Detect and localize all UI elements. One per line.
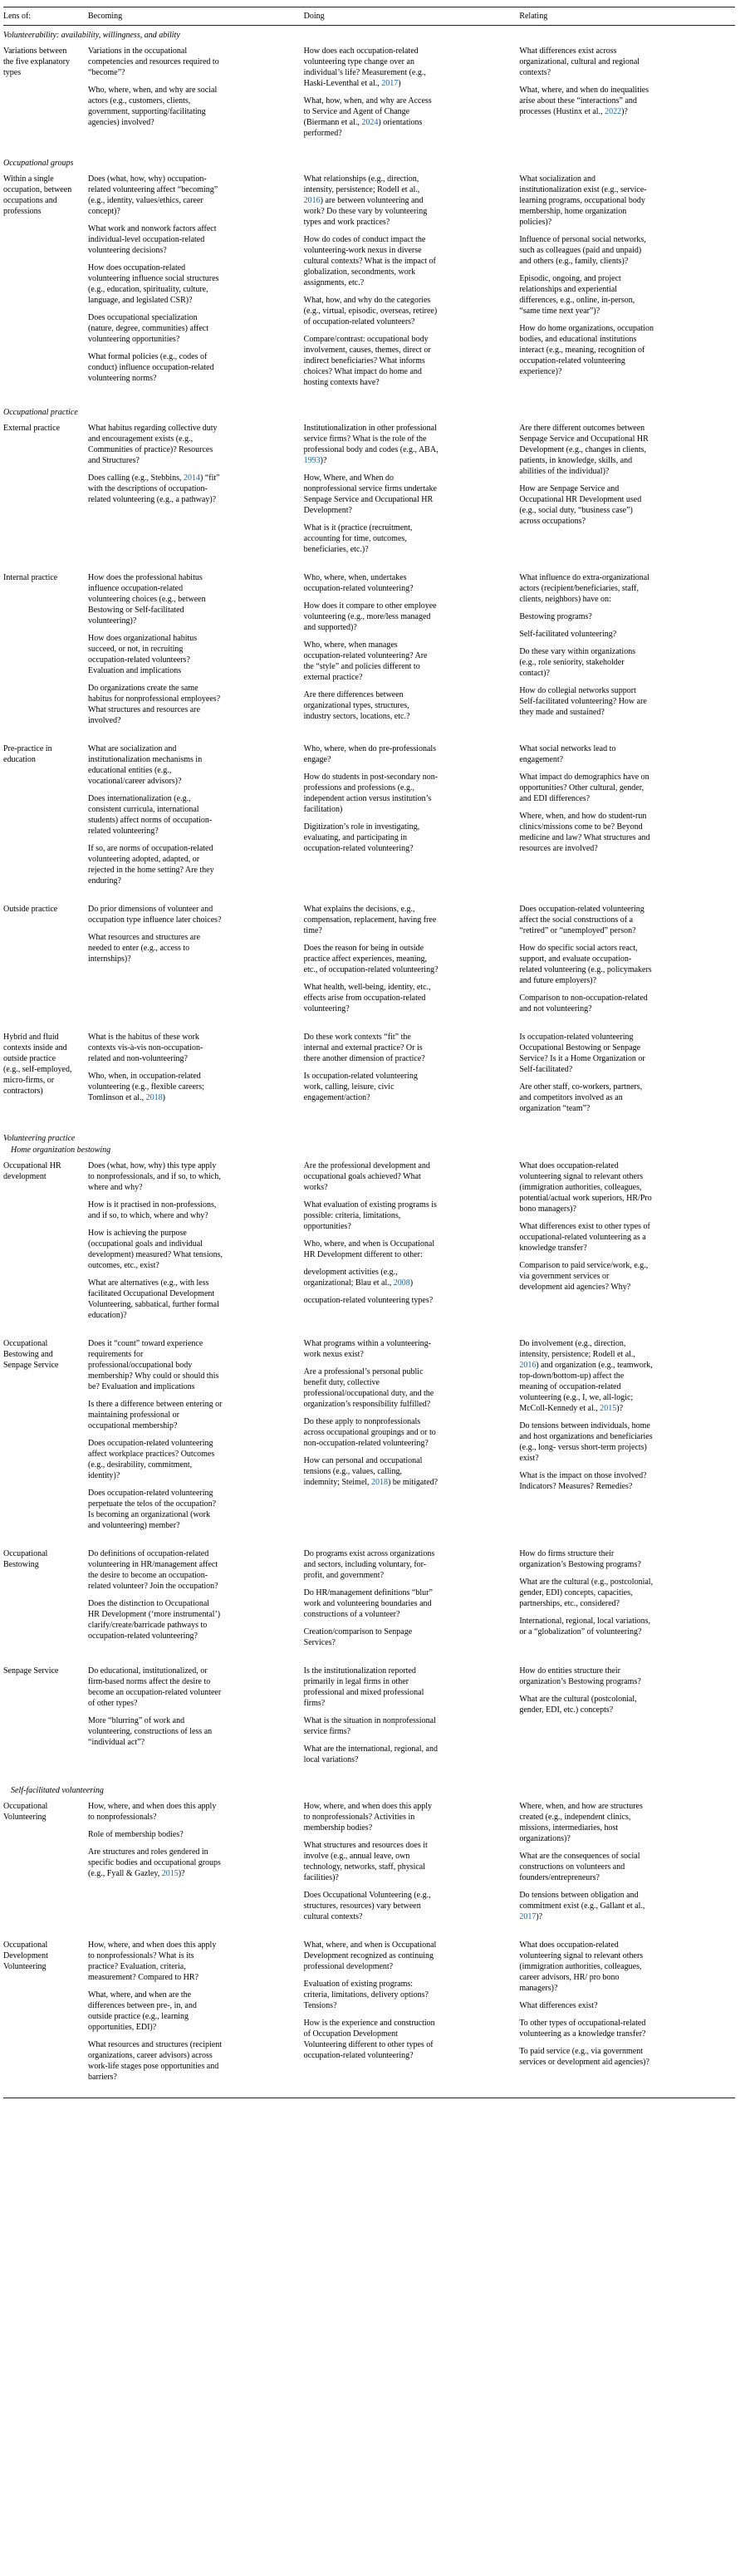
- question-paragraph: What structures and resources does it involve (e.g., annual leave, own technology, networks, staff, physical facilities)?: [303, 1841, 428, 1882]
- doing-cell: [304, 1158, 520, 1336]
- doing-cell: [304, 1546, 520, 1663]
- relating-cell: [519, 741, 735, 901]
- question-paragraph: How do home organizations, occupation bodies, and educational institutions interact (e.g., meaning, recognition of occupation-related volunteering experience)?: [519, 324, 654, 376]
- lens-label-cell: [3, 1336, 88, 1546]
- question-paragraph: What is the habitus of these work contexts vis-à-vis non-occupation-related and non-volunteering?: [88, 1033, 203, 1063]
- table-header-row: [3, 7, 735, 26]
- question-paragraph: Institutionalization in other professional service firms? What is the role of the professional body and codes (e.g., ABA, 1993)?: [303, 424, 439, 465]
- relating-cell: [519, 1546, 735, 1663]
- section-header-cell: [3, 1780, 735, 1798]
- question-paragraph: What does occupation-related volunteering signal to relevant others (immigration authorities, colleagues, potential/actual work superiors, HR/Pro bono managers)?: [519, 1161, 652, 1214]
- question-paragraph: Who, where, when do pre-professionals engage?: [303, 744, 437, 764]
- citation-link[interactable]: 2016: [519, 1361, 537, 1370]
- question-paragraph: Influence of personal social networks, such as colleagues (paid and unpaid) and others (e.g., family, clients)?: [519, 235, 646, 266]
- relating-cell: [519, 1798, 735, 1937]
- relating-cell: [519, 1029, 735, 1129]
- question-paragraph: Do organizations create the same habitus for nonprofessional employees? What structures and resources are involved?: [88, 684, 221, 725]
- question-paragraph: Compare/contrast: occupational body involvement, causes, themes, direct or indirect beneficiaries? What informs choices? What impact do home and hosting contexts have?: [303, 335, 431, 387]
- question-paragraph: What is the situation in nonprofessional service firms?: [303, 1716, 436, 1736]
- question-paragraph: Is there a difference between entering or maintaining professional or occupational membership?: [88, 1400, 223, 1430]
- lens-label: Occupational HR development: [3, 1161, 61, 1181]
- question-paragraph: How are Senpage Service and Occupational HR Development used (e.g., social duty, “business case”) across occupations?: [519, 484, 642, 526]
- relating-cell: [519, 1158, 735, 1336]
- question-paragraph: What health, well-being, identity, etc., effects arise from occupation-related volunteering?: [303, 983, 431, 1013]
- question-paragraph: development activities (e.g., organizational; Blau et al., 2008): [303, 1268, 414, 1288]
- section-header-row: [3, 1129, 735, 1158]
- question-paragraph: Does Occupational Volunteering (e.g., structures, resources) vary between cultural contexts?: [303, 1891, 431, 1921]
- question-paragraph: What explains the decisions, e.g., compensation, replacement, having free time?: [303, 905, 437, 935]
- question-paragraph: Do programs exist across organizations and sectors, including voluntary, for-profit, and government?: [303, 1549, 435, 1580]
- lens-label-cell: [3, 1546, 88, 1663]
- lens-label-cell: [3, 171, 88, 403]
- lens-row: [3, 1798, 735, 1937]
- section-title: Occupational practice: [3, 408, 78, 417]
- lens-label-cell: [3, 1798, 88, 1937]
- question-paragraph: What evaluation of existing programs is possible: criteria, limitations, opportunities?: [303, 1200, 437, 1231]
- question-paragraph: What socialization and institutionalization exist (e.g., service-learning programs, occupational body membership, home organization policies)?: [519, 174, 647, 227]
- lens-label-cell: [3, 420, 88, 570]
- lens-row: [3, 420, 735, 570]
- question-paragraph: How does the professional habitus influence occupation-related volunteering choices (e.g., between Bestowing or Self-facilitated volunteering)?: [88, 573, 206, 626]
- question-paragraph: Do HR/management definitions “blur” work and volunteering boundaries and constructions of a volunteer?: [303, 1588, 433, 1619]
- question-paragraph: How does organizational habitus succeed, or not, in recruiting occupation-related volunteers? Evaluation and implications: [88, 634, 198, 675]
- citation-link[interactable]: 2018: [145, 1093, 163, 1102]
- relating-cell: [519, 1336, 735, 1546]
- question-paragraph: Do these vary within organizations (e.g., role seniority, stakeholder contact)?: [519, 647, 636, 678]
- lens-label: Pre-practice in education: [3, 744, 52, 764]
- lens-label: Variations between the five explanatory types: [3, 47, 70, 77]
- question-paragraph: How, where, and when does this apply to nonprofessionals? Activities in membership bodies?: [303, 1802, 432, 1833]
- question-paragraph: How do collegial networks support Self-facilitated volunteering? How are they made and sustained?: [519, 686, 647, 717]
- question-paragraph: To other types of occupational-related volunteering as a knowledge transfer?: [519, 2019, 646, 2039]
- question-paragraph: What resources and structures (recipient organizations, career advisors) across work-life stages pose opportunities and barriers?: [88, 2040, 223, 2082]
- citation-link[interactable]: 2018: [371, 1478, 389, 1487]
- relating-cell: [519, 420, 735, 570]
- becoming-cell: [88, 1336, 304, 1546]
- question-paragraph: Are the professional development and occupational goals achieved? What works?: [303, 1161, 430, 1192]
- lens-label: Occupational Development Volunteering: [3, 1941, 48, 1971]
- question-paragraph: Is occupation-related volunteering work, calling, leisure, civic engagement/action?: [303, 1072, 418, 1102]
- question-paragraph: What are the cultural (postcolonial, gender, EDI, etc.) concepts?: [519, 1695, 637, 1715]
- question-paragraph: How can personal and occupational tensions (e.g., values, calling, indemnity; Steimel, 2018) be mitigated?: [303, 1456, 439, 1487]
- question-paragraph: Do involvement (e.g., direction, intensity, persistence; Rodell et al., 2016) and organization (e.g., teamwork, top-down/bottom-up) affect the meaning of occupation-related volunteering (e.g., I, we, all-logic; McColl-Kennedy et al., 2015)?: [519, 1339, 653, 1413]
- question-paragraph: International, regional, local variations, or a “globalization” of volunteering?: [519, 1617, 651, 1636]
- question-paragraph: Variations in the occupational competencies and resources required to “become”?: [88, 47, 219, 77]
- question-paragraph: Does occupation-related volunteering perpetuate the telos of the occupation? Is becoming an organizational (work and volunteering) member?: [88, 1489, 217, 1530]
- doing-cell: [304, 570, 520, 741]
- question-paragraph: How, where, and when does this apply to nonprofessionals? What is its practice? Evaluation, criteria, measurement? Compared to HR?: [88, 1941, 217, 1982]
- question-paragraph: What are socialization and institutionalization mechanisms in educational entities (e.g., vocational/career advisors)?: [88, 744, 203, 786]
- question-paragraph: If so, are norms of occupation-related volunteering adopted, adapted, or rejected in the home setting? Are they enduring?: [88, 844, 214, 886]
- question-paragraph: Do tensions between individuals, home and host organizations and beneficiaries (e.g., long- versus short-term projects) exist?: [519, 1421, 653, 1463]
- becoming-cell: [88, 741, 304, 901]
- question-paragraph: Is occupation-related volunteering Occupational Bestowing or Senpage Service? Is it a Home Organization or Self-facilitated?: [519, 1033, 645, 1074]
- column-header-lens-of: Lens of:: [3, 7, 88, 26]
- question-paragraph: What, where, and when are the differences between pre-, in, and outside practice (e.g., learning opportunities, EDI)?: [88, 1990, 197, 2032]
- section-subtitle: Self-facilitated volunteering: [11, 1786, 104, 1795]
- question-paragraph: Who, where, when manages occupation-related volunteering? Are the “style” and policies different to external practice?: [303, 640, 428, 682]
- question-paragraph: Who, where, when, and why are social actors (e.g., customers, clients, government, supporting/facilitating agencies) involved?: [88, 86, 218, 127]
- question-paragraph: What resources and structures are needed to enter (e.g., access to internships)?: [88, 933, 200, 964]
- question-paragraph: Evaluation of existing programs: criteria, limitations, delivery options? Tensions?: [303, 1980, 429, 2010]
- doing-cell: [304, 43, 520, 154]
- citation-link[interactable]: 2017: [381, 79, 399, 88]
- doing-cell: [304, 741, 520, 901]
- becoming-cell: [88, 420, 304, 570]
- question-paragraph: How, Where, and When do nonprofessional service firms undertake Senpage Service and Occupational HR Development?: [303, 473, 437, 515]
- doing-cell: [304, 1029, 520, 1129]
- question-paragraph: Who, when, in occupation-related volunteering (e.g., flexible careers; Tomlinson et al., 2018): [88, 1072, 204, 1102]
- question-paragraph: How, where, and when does this apply to nonprofessionals?: [88, 1802, 217, 1822]
- section-header-cell: [3, 403, 735, 420]
- question-paragraph: Bestowing programs?: [519, 612, 592, 621]
- lens-label-cell: [3, 741, 88, 901]
- becoming-cell: [88, 1158, 304, 1336]
- question-paragraph: Who, where, and when is Occupational HR Development different to other:: [303, 1239, 435, 1259]
- lens-row: [3, 1937, 735, 2098]
- question-paragraph: To paid service (e.g., via government services or development aid agencies)?: [519, 2047, 649, 2067]
- question-paragraph: Does internationalization (e.g., consistent curricula, international students) affect norms of occupation-related volunteering?: [88, 794, 213, 836]
- question-paragraph: What work and nonwork factors affect individual-level occupation-related volunteering decisions?: [88, 224, 217, 255]
- question-paragraph: Is the institutionalization reported primarily in legal firms in other professional and mixed professional firms?: [303, 1666, 424, 1708]
- doing-cell: [304, 1663, 520, 1780]
- question-paragraph: Does (what, how, why) occupation-related volunteering affect “becoming” (e.g., identity, values/ethics, career concept)?: [88, 174, 218, 216]
- question-paragraph: Does occupation-related volunteering affect the social constructions of a “retired” or “unemployed” person?: [519, 905, 644, 935]
- question-paragraph: What relationships (e.g., direction, intensity, persistence; Rodell et al., 2016) are between volunteering and work? Do these vary by volunteering types and work practices?: [303, 174, 428, 227]
- question-paragraph: Creation/comparison to Senpage Services?: [303, 1627, 413, 1647]
- question-paragraph: Do educational, institutionalized, or firm-based norms affect the desire to become an occupation-related volunteer of other types?: [88, 1666, 222, 1708]
- lens-row: [3, 43, 735, 154]
- question-paragraph: What formal policies (e.g., codes of conduct) influence occupation-related volunteering norms?: [88, 352, 214, 383]
- relating-cell: [519, 1663, 735, 1780]
- column-header-doing: Doing: [304, 7, 520, 26]
- section-header-row: [3, 154, 735, 171]
- question-paragraph: Comparison to non-occupation-related and not volunteering?: [519, 994, 648, 1013]
- lens-label-cell: [3, 1663, 88, 1780]
- citation-link[interactable]: 2008: [393, 1278, 410, 1288]
- lens-row: [3, 171, 735, 403]
- lens-row: [3, 1158, 735, 1336]
- question-paragraph: Does occupational specialization (nature, degree, communities) affect volunteering opportunities?: [88, 313, 209, 344]
- relating-cell: [519, 901, 735, 1029]
- question-paragraph: What are the consequences of social constructions on volunteers and founders/entrepreneurs?: [519, 1852, 640, 1882]
- question-paragraph: Do tensions between obligation and commitment exist (e.g., Gallant et al., 2017)?: [519, 1891, 645, 1921]
- question-paragraph: Does occupation-related volunteering affect workplace practices? Outcomes (e.g., desirability, commitment, identity)?: [88, 1439, 215, 1480]
- lens-row: [3, 741, 735, 901]
- question-paragraph: What is it (practice (recruitment, accounting for time, outcomes, beneficiaries, etc.)?: [303, 523, 413, 554]
- question-paragraph: Does it “count” toward experience requirements for professional/occupational body membership? Why could or should this be? Evaluation and implications: [88, 1339, 219, 1391]
- lens-row: [3, 570, 735, 741]
- section-title: Occupational groups: [3, 159, 74, 168]
- question-paragraph: Does (what, how, why) this type apply to nonprofessionals, and if so, to which, where and why?: [88, 1161, 221, 1192]
- citation-link[interactable]: 2014: [183, 473, 200, 483]
- question-paragraph: Does the distinction to Occupational HR Development (‘more instrumental’) clarify/create/barricade pathways to occupation-related volunteering?: [88, 1599, 221, 1641]
- question-paragraph: Where, when, and how do student-run clinics/missions come to be? Beyond medicine and law? What structures and resources are involved?: [519, 812, 650, 853]
- lens-label: Senpage Service: [3, 1666, 59, 1676]
- question-paragraph: Does the reason for being in outside practice affect experiences, meaning, etc., of occupation-related volunteering?: [303, 944, 439, 974]
- question-paragraph: How does occupation-related volunteering influence social structures (e.g., education, spirituality, culture, language, and legislated CSR)?: [88, 263, 219, 305]
- citation-link[interactable]: 1993: [303, 456, 321, 465]
- question-paragraph: Are a professional’s personal public benefit duty, collective professional/occupational duty, and the organization’s responsibility fulfilled?: [303, 1367, 434, 1409]
- lens-label: Hybrid and fluid contexts inside and outside practice (e.g., self-employed, micro-firms, or contractors): [3, 1033, 72, 1096]
- doing-cell: [304, 901, 520, 1029]
- becoming-cell: [88, 901, 304, 1029]
- question-paragraph: How do firms structure their organization’s Bestowing programs?: [519, 1549, 641, 1569]
- lens-label: Occupational Bestowing and Senpage Service: [3, 1339, 59, 1370]
- question-paragraph: What, where, and when do inequalities arise about these “interactions” and processes (Hustinx et al., 2022)?: [519, 86, 649, 116]
- question-paragraph: What is the impact on those involved? Indicators? Measures? Remedies?: [519, 1471, 647, 1491]
- lens-row: [3, 1029, 735, 1129]
- relating-cell: [519, 570, 735, 741]
- question-paragraph: How is the experience and construction of Occupation Development Volunteering different to other types of occupation-related volunteering?: [303, 2019, 435, 2060]
- question-paragraph: How is achieving the purpose (occupational goals and individual development) measured? What tensions, outcomes, etc., exist?: [88, 1229, 223, 1270]
- doing-cell: [304, 1336, 520, 1546]
- lens-label: Occupational Volunteering: [3, 1802, 48, 1822]
- question-paragraph: occupation-related volunteering types?: [303, 1296, 434, 1305]
- question-paragraph: Do prior dimensions of volunteer and occupation type influence later choices?: [88, 905, 222, 925]
- relating-cell: [519, 43, 735, 154]
- section-header-row: [3, 403, 735, 420]
- question-paragraph: What, how, when, and why are Access to Service and Agent of Change (Biermann et al., 2024) orientations performed?: [303, 96, 432, 138]
- question-paragraph: Do these apply to nonprofessionals across occupational groupings and or to non-occupation-related volunteering?: [303, 1417, 436, 1448]
- question-paragraph: More “blurring” of work and volunteering, constructions of less an “individual act”?: [88, 1716, 213, 1747]
- lens-label: Occupational Bestowing: [3, 1549, 48, 1569]
- doing-cell: [304, 1937, 520, 2098]
- question-paragraph: Episodic, ongoing, and project relationships and experiential differences, e.g., online, in-person, “same time next year”)?: [519, 274, 635, 316]
- question-paragraph: What, how, and why do the categories (e.g., virtual, episodic, overseas, retiree) of occupation-related volunteers?: [303, 296, 438, 326]
- lens-label: Outside practice: [3, 905, 58, 914]
- lens-label-cell: [3, 43, 88, 154]
- question-paragraph: How do students in post-secondary non-professions and professions (e.g., independent action versus institution’s facilitation): [303, 773, 439, 814]
- lens-label: Within a single occupation, between occupations and professions: [3, 174, 72, 216]
- lens-label: External practice: [3, 424, 61, 433]
- question-paragraph: How do entities structure their organization’s Bestowing programs?: [519, 1666, 641, 1686]
- section-header-row: [3, 26, 735, 44]
- question-paragraph: How does each occupation-related volunteering type change over an individual’s life? Measurement (e.g., Haski-Leventhal et al., 2017): [303, 47, 426, 88]
- question-paragraph: What differences exist to other types of occupational-related volunteering as a knowledge transfer?: [519, 1222, 650, 1253]
- citation-link[interactable]: 2016: [303, 196, 321, 205]
- question-paragraph: What impact do demographics have on opportunities? Other cultural, gender, and EDI differences?: [519, 773, 649, 803]
- question-paragraph: How is it practised in non-professions, and if so, to which, where and why?: [88, 1200, 217, 1220]
- section-header-cell: [3, 154, 735, 171]
- becoming-cell: [88, 1546, 304, 1663]
- doing-cell: [304, 171, 520, 403]
- question-paragraph: What does occupation-related volunteering signal to relevant others (immigration authorities, colleagues, career advisors, HR/ pro bono managers)?: [519, 1941, 644, 1993]
- section-header-cell: [3, 26, 735, 44]
- question-paragraph: What differences exist across organizational, cultural and regional contexts?: [519, 47, 640, 77]
- becoming-cell: [88, 1937, 304, 2098]
- section-header-row: [3, 1780, 735, 1798]
- lens-label-cell: [3, 901, 88, 1029]
- section-header-cell: [3, 1129, 735, 1158]
- lens-label-cell: [3, 1029, 88, 1129]
- question-paragraph: What are the international, regional, and local variations?: [303, 1744, 438, 1764]
- lens-label-cell: [3, 1937, 88, 2098]
- question-paragraph: How does it compare to other employee volunteering (e.g., more/less managed and supported)?: [303, 601, 437, 632]
- becoming-cell: [88, 1798, 304, 1937]
- question-paragraph: Comparison to paid service/work, e.g., via government services or development aid agencies? Why?: [519, 1261, 649, 1292]
- question-paragraph: What are the cultural (e.g., postcolonial, gender, EDI) concepts, capacities, partnerships, etc., considered?: [519, 1577, 654, 1608]
- lens-row: [3, 901, 735, 1029]
- column-header-relating: Relating: [519, 7, 735, 26]
- question-paragraph: Role of membership bodies?: [88, 1830, 184, 1839]
- section-title: Volunteering practice: [3, 1134, 76, 1143]
- question-paragraph: Do definitions of occupation-related volunteering in HR/management affect the desire to become an occupation-related volunteer? Join the occupation?: [88, 1549, 218, 1591]
- question-paragraph: What programs within a volunteering-work nexus exist?: [303, 1339, 431, 1359]
- question-paragraph: How do codes of conduct impact the volunteering-work nexus in diverse cultural contexts? What is the impact of globalization, secondments, work assignments, etc.?: [303, 235, 436, 287]
- citation-link[interactable]: 2022: [605, 107, 622, 116]
- question-paragraph: Are there differences between organizational types, structures, industry sectors, locations, etc.?: [303, 690, 410, 721]
- section-subtitle: Home organization bestowing: [11, 1146, 111, 1155]
- research-agenda-table: [3, 7, 735, 2098]
- question-paragraph: What are alternatives (e.g., with less facilitated Occupational Development Volunteering, sabbatical, further formal education)?: [88, 1278, 219, 1320]
- lens-row: [3, 1663, 735, 1780]
- citation-link[interactable]: 2024: [361, 118, 379, 127]
- lens-row: [3, 1546, 735, 1663]
- doing-cell: [304, 420, 520, 570]
- question-paragraph: How do specific social actors react, support, and evaluate occupation-related volunteering (e.g., policymakers and future employers)?: [519, 944, 652, 985]
- becoming-cell: [88, 570, 304, 741]
- question-paragraph: Are other staff, co-workers, partners, and competitors involved as an organization “team”?: [519, 1082, 643, 1113]
- becoming-cell: [88, 43, 304, 154]
- doing-cell: [304, 1798, 520, 1937]
- question-paragraph: Does calling (e.g., Stebbins, 2014) “fit” with the descriptions of occupation-related volunteering (e.g., a pathway)?: [88, 473, 220, 504]
- lens-label-cell: [3, 1158, 88, 1336]
- column-header-becoming: Becoming: [88, 7, 304, 26]
- question-paragraph: What influence do extra-organizational actors (recipient/beneficiaries, staff, clients, neighbors) have on:: [519, 573, 650, 604]
- question-paragraph: Who, where, when, undertakes occupation-related volunteering?: [303, 573, 414, 593]
- citation-link[interactable]: 2015: [600, 1404, 617, 1413]
- question-paragraph: Where, when, and how are structures created (e.g., independent clinics, missions, intermediaries, host organizations)?: [519, 1802, 643, 1843]
- lens-label: Internal practice: [3, 573, 58, 582]
- question-paragraph: Are structures and roles gendered in specific bodies and occupational groups (e.g., Fyall & Gazley, 2015)?: [88, 1847, 221, 1878]
- question-paragraph: Self-facilitated volunteering?: [519, 630, 617, 639]
- becoming-cell: [88, 1663, 304, 1780]
- question-paragraph: Digitization’s role in investigating, evaluating, and participating in occupation-related volunteering?: [303, 822, 420, 853]
- becoming-cell: [88, 1029, 304, 1129]
- lens-label-cell: [3, 570, 88, 741]
- table-head: [3, 7, 735, 26]
- question-paragraph: What social networks lead to engagement?: [519, 744, 616, 764]
- question-paragraph: What, where, and when is Occupational Development recognized as continuing professional development?: [303, 1941, 437, 1971]
- relating-cell: [519, 171, 735, 403]
- section-title: Volunteerability: availability, willingness, and ability: [3, 31, 180, 40]
- question-paragraph: Do these work contexts “fit” the internal and external practice? Or is there another dimension of practice?: [303, 1033, 425, 1063]
- question-paragraph: Are there different outcomes between Senpage Service and Occupational HR Development (e.g., changes in clients, patients, in knowledge, skills, and abilities of the individual)?: [519, 424, 649, 476]
- citation-link[interactable]: 2015: [161, 1869, 179, 1878]
- table-body: [3, 26, 735, 2098]
- lens-row: [3, 1336, 735, 1546]
- question-paragraph: What differences exist?: [519, 2001, 598, 2010]
- relating-cell: [519, 1937, 735, 2098]
- question-paragraph: What habitus regarding collective duty and encouragement exists (e.g., Communities of practice)? Resources and Structures?: [88, 424, 218, 465]
- citation-link[interactable]: 2017: [519, 1912, 537, 1921]
- becoming-cell: [88, 171, 304, 403]
